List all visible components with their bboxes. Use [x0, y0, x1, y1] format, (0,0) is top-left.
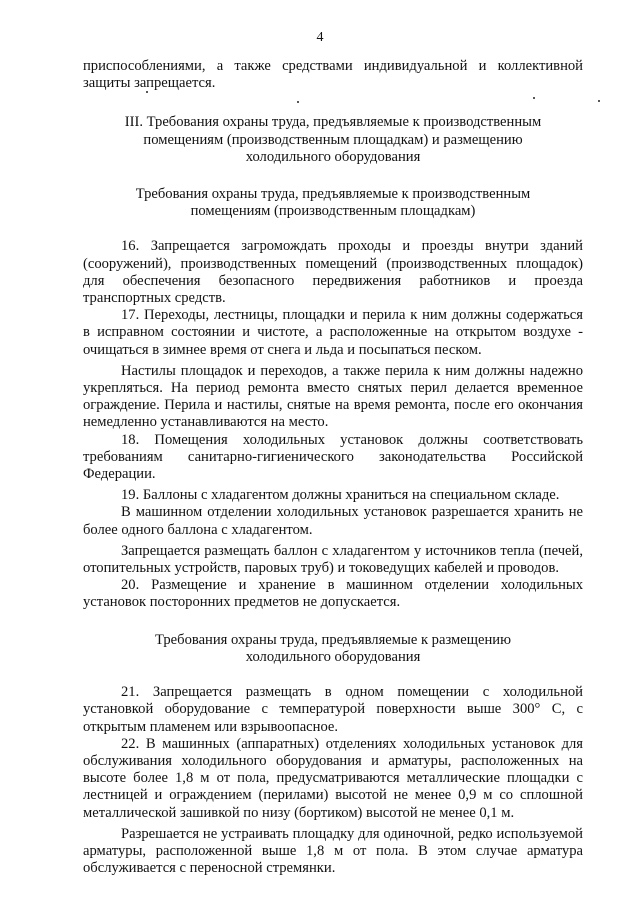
paragraph-18: 18. Помещения холодильных установок должны соответствовать требованиям санитарно-гигиенического законодательства Российской Федерации.: [83, 431, 583, 483]
page-number: 4: [316, 30, 324, 45]
scan-speck: [598, 100, 600, 102]
paragraph-19-prohibition: Запрещается размещать баллон с хладагентом у источников тепла (печей, отопительных устройств, паровых труб) и токоведущих кабелей и проводов.: [83, 542, 583, 577]
subheading-equipment: Требования охраны труда, предъявляемые к размещению холодильного оборудования: [155, 631, 511, 665]
document-body: [83, 58, 583, 877]
paragraph-19-machine-room: В машинном отделении холодильных установок разрешается хранить не более одного баллона с хладагентом.: [83, 504, 583, 538]
paragraph-16: 16. Запрещается загромождать проходы и проезды внутри зданий (сооружений), производственных помещений (производственных площадок) для обеспечения безопасного передвижения работников и проезда транспортных средств.: [83, 238, 583, 307]
section-title: III. Требования охраны труда, предъявляемые к производственным помещениям (производственным площадкам) и размещению холодильного оборудования: [124, 114, 542, 165]
paragraph-22: 22. В машинных (аппаратных) отделениях холодильных установок для обслуживания холодильного оборудования и арматуры, расположенных на высоте более 1,8 м от пола, предусматриваются металлические площадки с лестницей и ограждением (перилами) высотой не менее 0,9 м со сплошной металлической зашивкой по низу (бортиком) высотой не менее 0,1 м.: [83, 735, 583, 821]
paragraph-21: 21. Запрещается размещать в одном помещении с холодильной установкой оборудование с температурой поверхности выше 300° С, с открытым пламенем или взрывоопасное.: [83, 684, 583, 735]
paragraph-continuation: приспособлениями, а также средствами индивидуальной и коллективной защиты запрещается.: [83, 58, 583, 92]
paragraph-22-exception: Разрешается не устраивать площадку для одиночной, редко используемой арматуры, расположенной выше 1,8 м от пола. В этом случае арматура обслуживается с переносной стремянки.: [83, 825, 583, 877]
paragraph-19: 19. Баллоны с хладагентом должны храниться на специальном складе.: [121, 487, 560, 504]
paragraph-17: 17. Переходы, лестницы, площадки и перила к ним должны содержаться в исправном состоянии и чистоте, а расположенные на открытом воздухе - очищаться в зимнее время от снега и льда и посыпаться песком.: [83, 307, 583, 358]
paragraph-20: 20. Размещение и хранение в машинном отделении холодильных установок посторонних предметов не допускается.: [83, 577, 583, 611]
paragraph-17-platforms: Настилы площадок и переходов, а также перила к ним должны надежно укрепляться. На период ремонта вместо снятых перил делается временное ограждение. Перила и настилы, снятые на время ремонта, после его окончания немедленно устанавливаются на место.: [83, 362, 583, 431]
subheading-premises: Требования охраны труда, предъявляемые к производственным помещениям (производственным площадкам): [135, 186, 531, 220]
